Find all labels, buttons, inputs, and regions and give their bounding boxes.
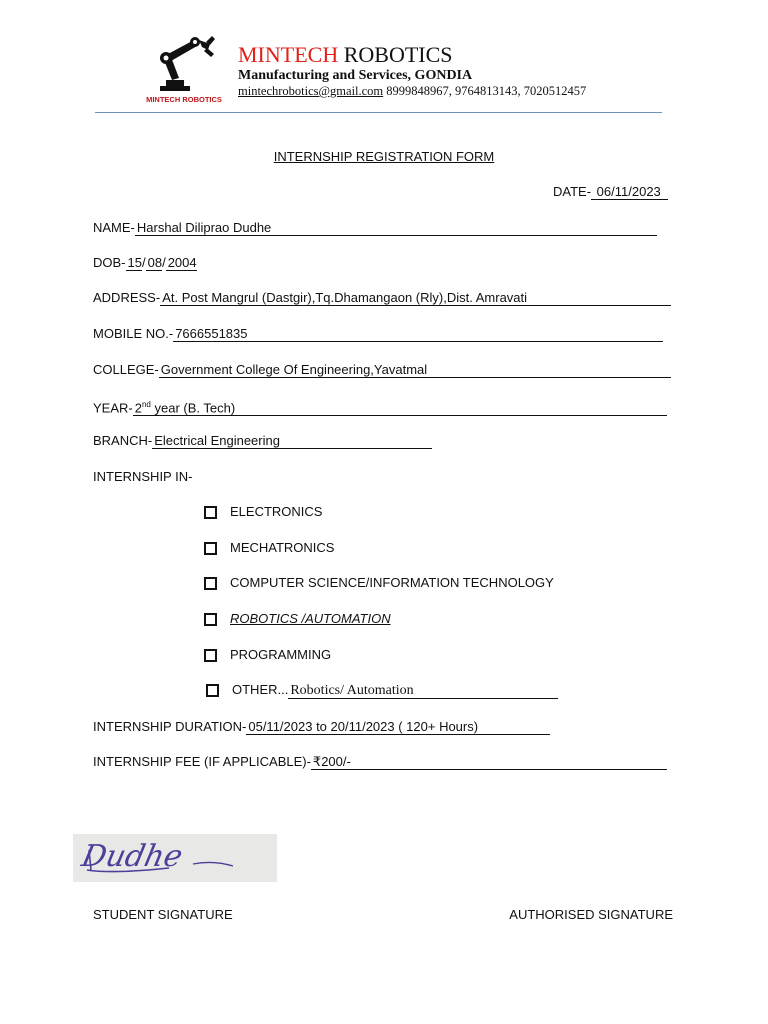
- branch-field[interactable]: Electrical Engineering: [152, 433, 432, 449]
- mobile-label: MOBILE NO.-: [93, 326, 174, 341]
- option-electronics[interactable]: [204, 504, 322, 519]
- option-other[interactable]: [206, 682, 558, 699]
- mobile-field[interactable]: 7666551835: [173, 326, 663, 342]
- form-title: INTERNSHIP REGISTRATION FORM: [273, 149, 495, 164]
- option-cs-it[interactable]: [204, 575, 554, 590]
- option-programming[interactable]: [204, 647, 331, 662]
- dob-separator: /: [162, 255, 166, 270]
- checkbox-mechatronics[interactable]: [204, 542, 217, 555]
- college-field[interactable]: Government College Of Engineering,Yavatmal: [159, 362, 671, 378]
- dob-row: [93, 255, 197, 271]
- date-label: DATE-: [553, 184, 592, 199]
- option-other-label: OTHER...: [232, 682, 289, 697]
- branch-label: BRANCH-: [93, 433, 153, 448]
- college-label: COLLEGE-: [93, 362, 159, 377]
- brand-name-red: MINTECH: [238, 42, 339, 67]
- name-row: [93, 220, 657, 236]
- branch-row: [93, 433, 432, 449]
- address-label: ADDRESS-: [93, 290, 161, 305]
- svg-text:MINTECH ROBOTICS: MINTECH ROBOTICS: [146, 95, 222, 104]
- year-row: [93, 397, 667, 416]
- company-tagline: Manufacturing and Services, GONDIA: [238, 68, 473, 83]
- student-signature-image: [73, 834, 277, 882]
- svg-text:Dudhe: Dudhe: [78, 839, 186, 874]
- company-contacts: [238, 84, 586, 99]
- option-cs-it-label: COMPUTER SCIENCE/INFORMATION TECHNOLOGY: [230, 575, 554, 590]
- other-field[interactable]: Robotics/ Automation: [288, 683, 558, 699]
- fee-field[interactable]: ₹200/-: [311, 754, 667, 770]
- college-row: [93, 362, 671, 378]
- fee-label: INTERNSHIP FEE (IF APPLICABLE)-: [93, 754, 311, 769]
- header-divider: [95, 112, 662, 113]
- address-field[interactable]: At. Post Mangrul (Dastgir),Tq.Dhamangaon (Rly),Dist. Amravati: [160, 290, 671, 306]
- checkbox-programming[interactable]: [204, 649, 217, 662]
- duration-field[interactable]: 05/11/2023 to 20/11/2023 ( 120+ Hours): [246, 719, 550, 735]
- fee-row: [93, 754, 667, 770]
- dob-label: DOB-: [93, 255, 126, 270]
- year-text: year (B. Tech): [150, 400, 236, 416]
- checkbox-robotics[interactable]: [204, 613, 217, 626]
- dob-separator: /: [141, 255, 146, 270]
- address-row: [93, 290, 671, 306]
- checkbox-other[interactable]: [206, 684, 219, 697]
- year-field[interactable]: [133, 397, 667, 416]
- duration-row: [93, 719, 550, 735]
- option-mechatronics[interactable]: [204, 540, 334, 555]
- option-programming-label: PROGRAMMING: [230, 647, 332, 662]
- checkbox-cs-it[interactable]: [204, 577, 217, 590]
- duration-label: INTERNSHIP DURATION-: [93, 719, 247, 734]
- dob-year-field[interactable]: 2004: [167, 255, 197, 270]
- option-electronics-label: ELECTRONICS: [230, 504, 323, 519]
- company-phones: 8999848967, 9764813143, 7020512457: [383, 84, 587, 98]
- brand-name-black: ROBOTICS: [343, 42, 453, 67]
- option-robotics[interactable]: [204, 611, 391, 626]
- company-logo: [138, 30, 230, 106]
- mobile-row: [93, 326, 663, 342]
- student-signature-label: STUDENT SIGNATURE: [93, 907, 233, 922]
- name-field[interactable]: Harshal Diliprao Dudhe: [135, 220, 657, 236]
- date-row: [553, 184, 668, 200]
- dob-day-field[interactable]: 15: [127, 255, 142, 270]
- option-mechatronics-label: MECHATRONICS: [230, 540, 335, 555]
- dob-month-field[interactable]: 08: [147, 255, 163, 270]
- name-label: NAME-: [93, 220, 135, 235]
- authorised-signature-label: AUTHORISED SIGNATURE: [509, 907, 673, 922]
- date-field[interactable]: 06/11/2023: [593, 184, 668, 199]
- year-suffix: nd: [141, 400, 151, 409]
- checkbox-electronics[interactable]: [204, 506, 217, 519]
- internship-in-label: INTERNSHIP IN-: [93, 469, 193, 484]
- company-name: [238, 42, 453, 68]
- option-robotics-label: ROBOTICS /AUTOMATION: [230, 611, 391, 626]
- year-label: YEAR-: [93, 400, 133, 416]
- company-email: mintechrobotics@gmail.com: [238, 84, 384, 98]
- year-number: 2: [134, 400, 142, 416]
